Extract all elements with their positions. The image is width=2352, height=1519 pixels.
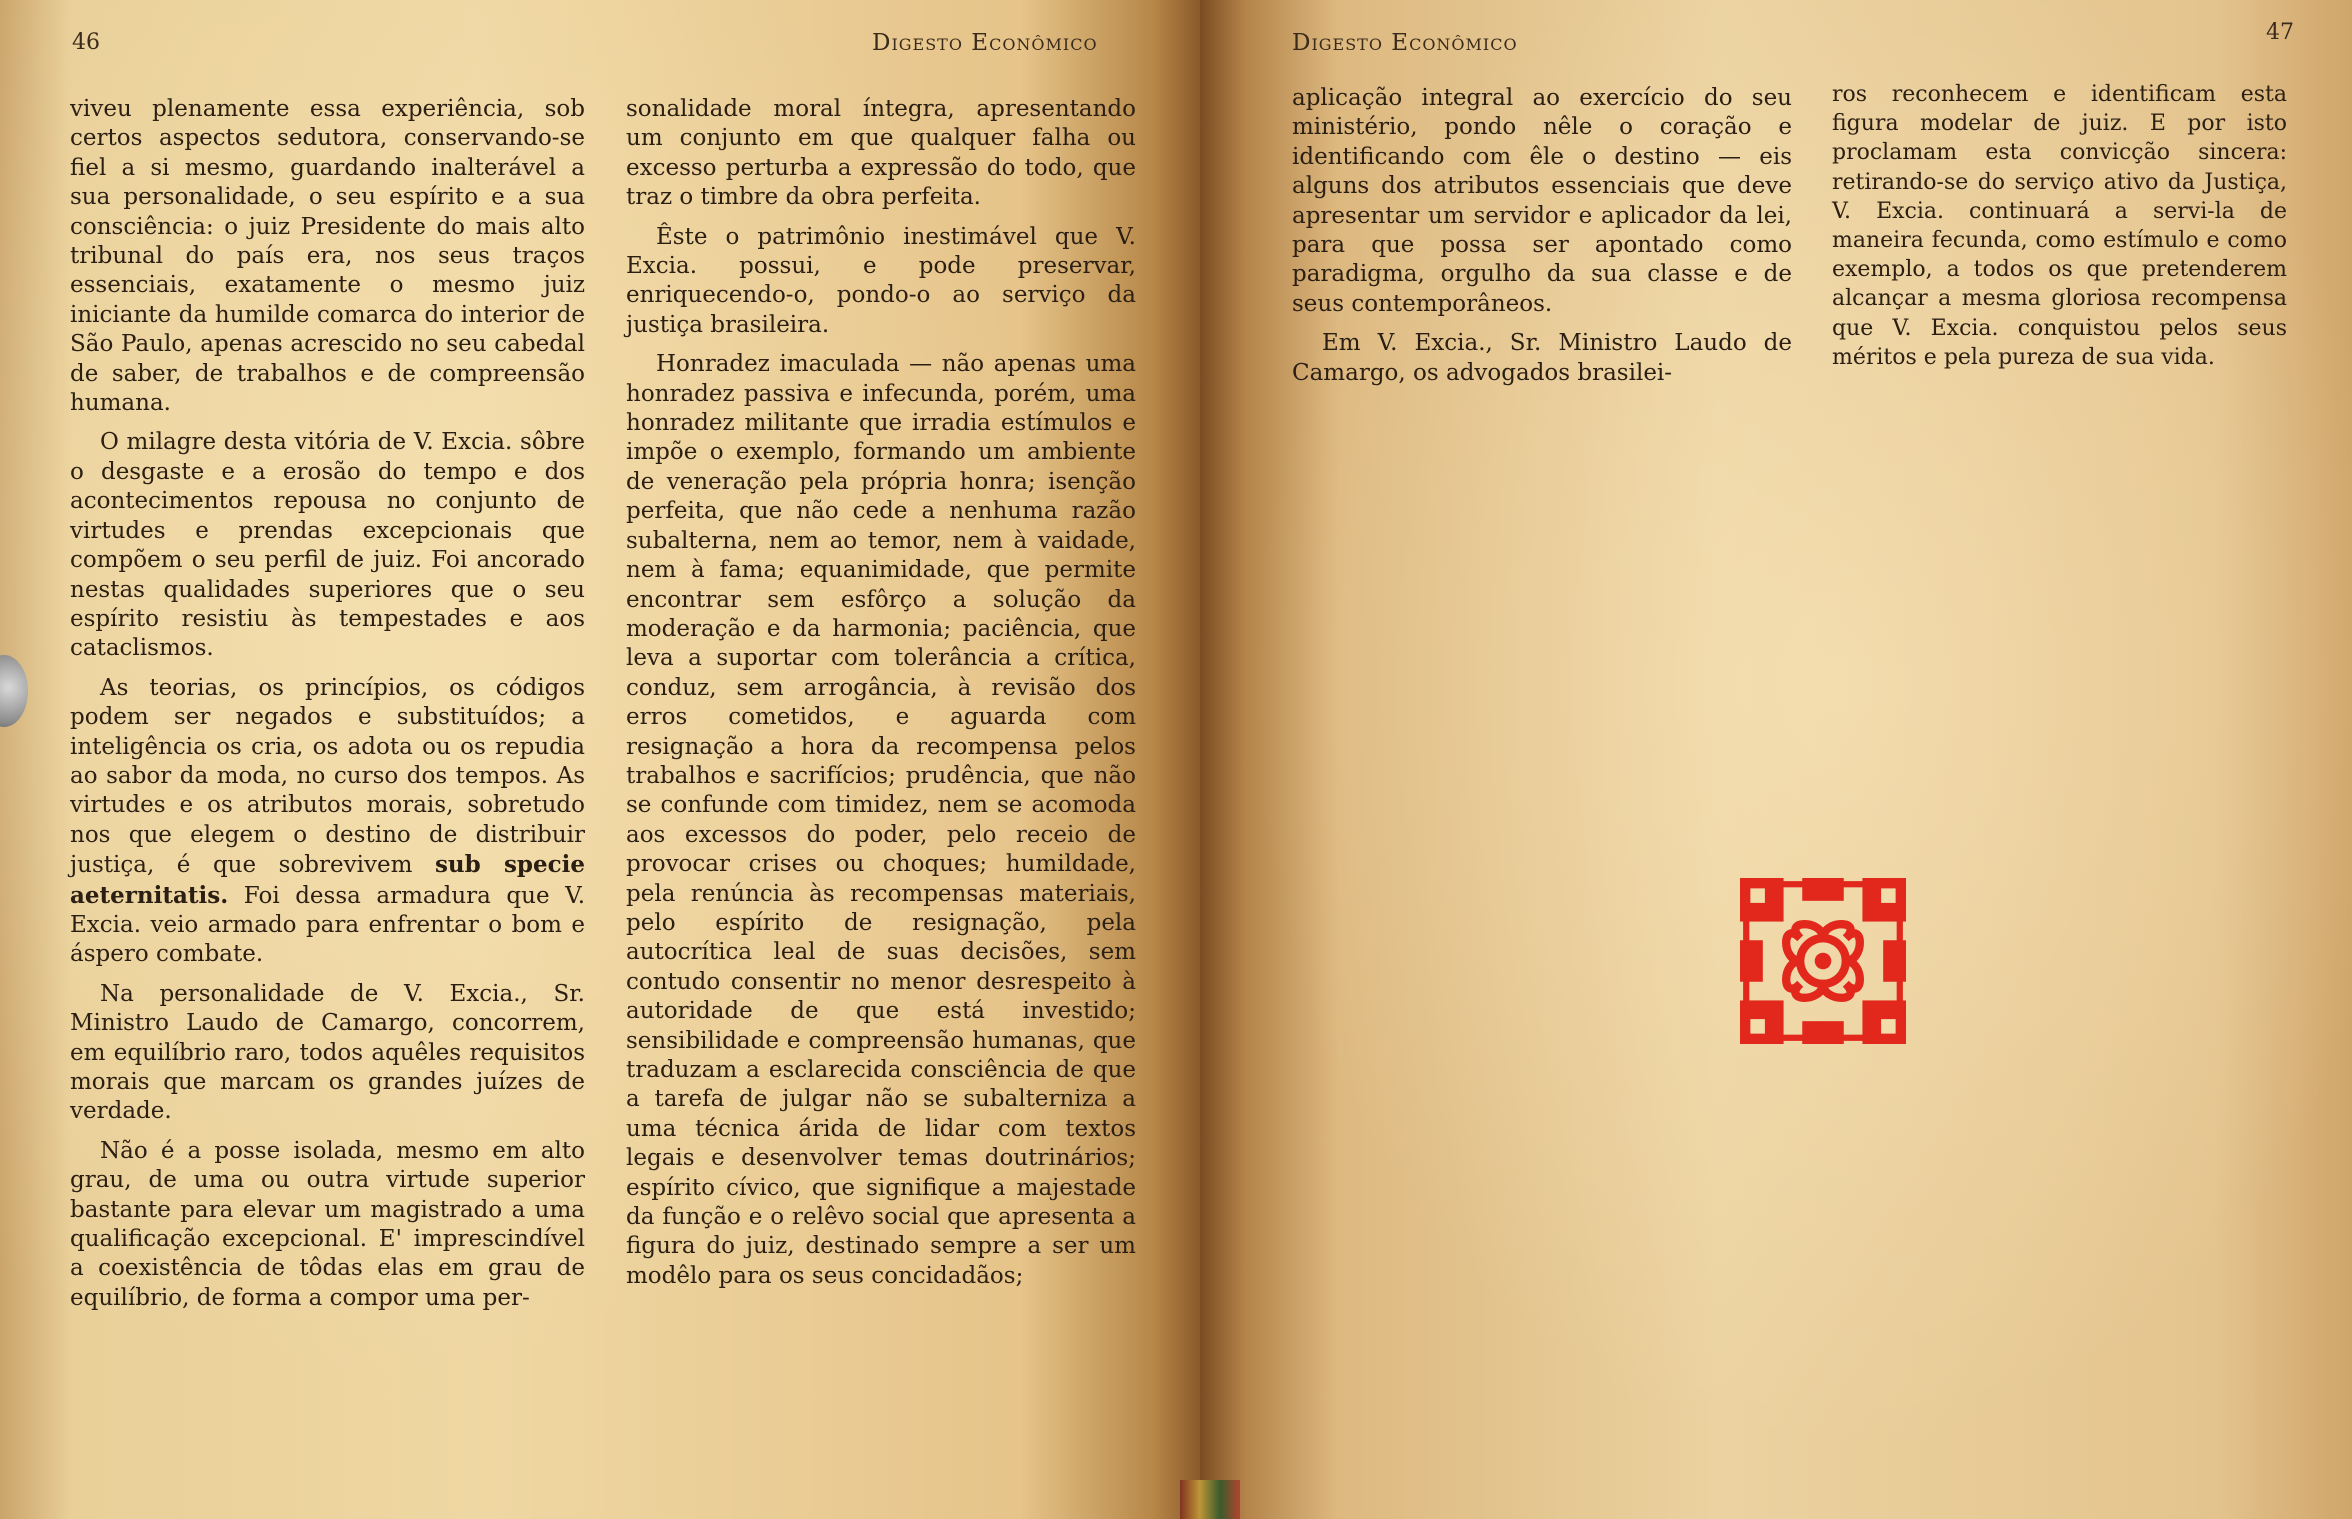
paragraph: Honradez imaculada — não apenas uma honradez passiva e infecunda, porém, uma honradez militante que irradia estímulos e impõe o exemplo, formando um ambiente de veneração pela própria honra; isenção perfeita, que não cede a nenhuma razão subalterna, nem ao temor, nem à vaidade, nem à fama; equanimidade, que permite encontrar sem esfôrço a solução da moderação e da harmonia; paciência, que leva a suportar com tolerância a crítica, conduz, sem arrogância, à revisão dos erros cometidos, e aguarda com resignação a hora da recompensa pelos trabalhos e sacrifícios; prudência, que não se confunde com timidez, nem se acomoda aos excessos do poder, pelo receio de provocar crises ou choques; humildade, pela renúncia às recompensas materiais, pelo espírito de resignação, pela autocrítica leal de suas decisões, sem contudo consentir no menor desrespeito à autoridade de que está investido; sensibilidade e compreensão humanas, que traduzam a esclarecida consciência de que a tarefa de julgar não se subalterniza a uma técnica árida de lidar com textos legais e desenvolver temas doutrinários; espírito cívico, que signifique a majestade da função e o relêvo social que apresenta a figura do juiz, destinado sempre a ser um modêlo para os seus concidadãos; <box>626 351 1136 1289</box>
paragraph-text: Foi dessa armadura que V. Excia. veio armado para enfrentar o bom e áspero combate. <box>70 882 585 968</box>
paragraph: Não é a posse isolada, mesmo em alto grau, de uma ou outra virtude superior bastante para elevar um magistrado a uma qualificação excepcional. E' imprescindível a coexistência de tôdas elas em grau de equilíbrio, de forma a compor uma per- <box>70 1137 585 1311</box>
left-column-1 <box>70 95 585 1313</box>
book-spine-edge <box>1180 1480 1240 1519</box>
right-column-1 <box>1292 84 1792 388</box>
paragraph-text: As teorias, os princípios, os códigos podem ser negados e substituídos; a inteligência os cria, os adota ou os repudia ao sabor da moda, no curso dos tempos. As virtudes e os atributos morais, sobretudo nos que elegem o destino de distribuir justiça, é que sobrevivem <box>70 674 585 879</box>
running-header-right: Digesto Econômico <box>1292 30 1518 56</box>
paragraph: sonalidade moral íntegra, apresentando um conjunto em que qualquer falha ou excesso perturba a expressão do todo, que traz o timbre da obra perfeita. <box>626 96 1136 211</box>
page-number-right: 47 <box>2266 20 2294 45</box>
page-number-left: 46 <box>72 30 100 55</box>
right-column-2 <box>1832 80 2287 372</box>
paragraph <box>70 674 585 970</box>
paragraph: Em V. Excia., Sr. Ministro Laudo de Camargo, os advogados brasilei- <box>1292 330 1792 386</box>
paragraph: ros reconhecem e identificam esta figura modelar de juiz. E por isto proclamam esta convicção sincera: retirando-se do serviço ativo da Justiça, V. Excia. continuará a servi-la de maneira fecunda, como estímulo e como exemplo, a todos os que pretenderem alcançar a mesma gloriosa recompensa que V. Excia. conquistou pelos seus méritos e pela pureza de sua vida. <box>1832 82 2287 370</box>
left-column-2 <box>626 95 1136 1291</box>
running-header-left: Digesto Econômico <box>872 30 1098 56</box>
paragraph: Êste o patrimônio inestimável que V. Excia. possui, e pode preservar, enriquecendo-o, pondo-o ao serviço da justiça brasileira. <box>626 223 1136 338</box>
latin-phrase: sub specie aeternitatis. <box>70 851 586 909</box>
right-page <box>1200 0 2352 1519</box>
coin-object <box>0 655 28 727</box>
paragraph: Na personalidade de V. Excia., Sr. Ministro Laudo de Camargo, concorrem, em equilíbrio raro, todos aquêles requisitos morais que marcam os grandes juízes de verdade. <box>70 980 585 1125</box>
fleuron-ornament-icon <box>1740 878 1906 1044</box>
paragraph: viveu plenamente essa experiência, sob certos aspectos sedutora, conservando-se fiel a si mesmo, guardando inalterável a sua personalidade, o seu espírito e a sua consciência: o juiz Presidente do mais alto tribunal do país era, nos seus traços essenciais, exatamente o mesmo juiz iniciante da humilde comarca do interior de São Paulo, apenas acrescido no seu cabedal de saber, de trabalhos e de compreensão humana. <box>70 96 585 417</box>
paragraph: aplicação integral ao exercício do seu ministério, pondo nêle o coração e identificando com êle o destino — eis alguns dos atributos essenciais que deve apresentar um servidor e aplicador da lei, para que possa ser apontado como paradigma, orgulho da sua classe e de seus contemporâneos. <box>1292 85 1792 317</box>
paragraph: O milagre desta vitória de V. Excia. sôbre o desgaste e a erosão do tempo e dos acontecimentos repousa no conjunto de virtudes e prendas excepcionais que compõem o seu perfil de juiz. Foi ancorado nestas qualidades superiores que o seu espírito resistiu às tempestades e aos cataclismos. <box>70 429 585 662</box>
